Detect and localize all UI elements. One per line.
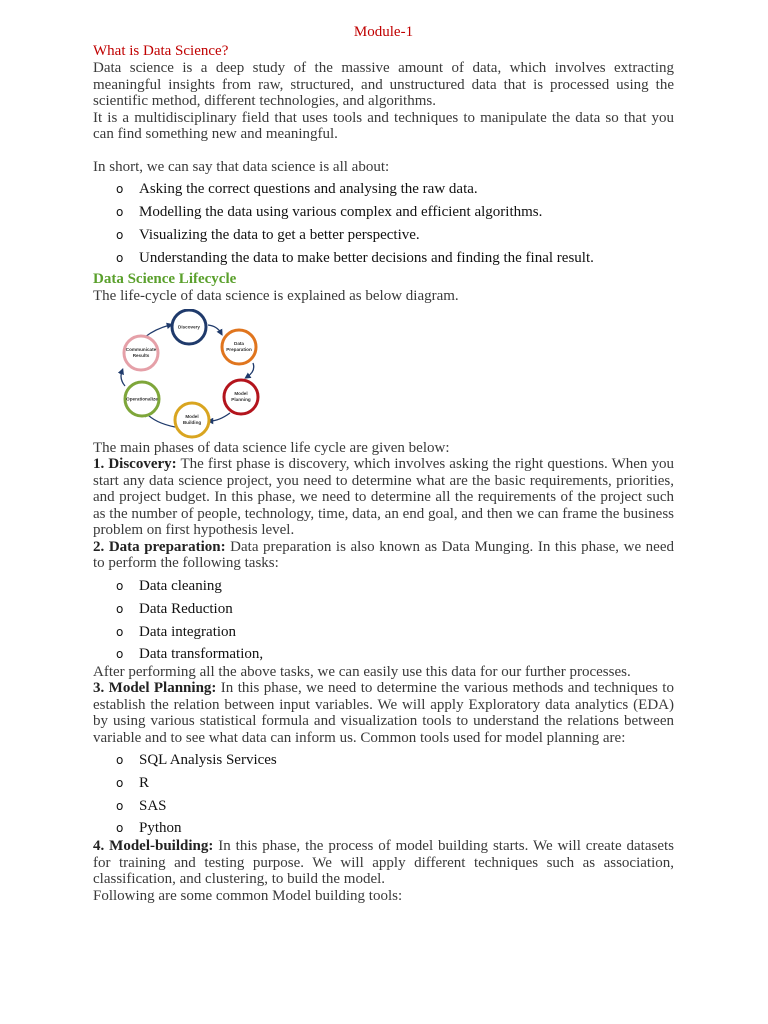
- bullet-icon: o: [116, 228, 124, 242]
- list-item: o Python: [116, 820, 182, 836]
- bullet-icon: o: [116, 624, 124, 639]
- svg-text:Model: Model: [234, 390, 248, 396]
- planning-tools-list: [93, 749, 674, 838]
- svg-text:Results: Results: [132, 352, 150, 358]
- phase-3-paragraph: 3. Model Planning: In this phase, we need to determine the various methods and techniques to establish the relation between input variables. We will apply Exploratory data analytics (EDA) by using various statistical formula and visualization tools to understand the relations between variable and to see what data can inform us. Common tools used for model planning are:: [93, 680, 674, 746]
- svg-text:Preparation: Preparation: [226, 346, 252, 352]
- intro-paragraph-1: Data science is a deep study of the massive amount of data, which involves extracting meaningful insights from raw, structured, and unstructured data that is processed using the scientific method, different technologies, and algorithms.: [93, 60, 674, 109]
- discovery-label: Discovery: [178, 324, 200, 329]
- building-tools-intro: Following are some common Model building tools:: [93, 887, 403, 904]
- in-short-text: In short, we can say that data science is all about:: [93, 158, 390, 175]
- bullet-icon: o: [116, 182, 124, 196]
- bullet-icon: o: [116, 578, 124, 593]
- svg-text:Operationalize: Operationalize: [126, 396, 158, 401]
- what-is-heading: What is Data Science?: [93, 43, 229, 59]
- bullet-icon: o: [116, 821, 124, 835]
- svg-text:Model: Model: [185, 413, 199, 419]
- intro-paragraph-2: It is a multidisciplinary field that uses tools and techniques to manipulate the data so that you can find something new and meaningful.: [93, 109, 674, 142]
- list-item: o Data transformation,: [116, 645, 264, 662]
- list-item: o Data Reduction: [93, 598, 674, 621]
- list-item: o Modelling the data using various complex and efficient algorithms.: [93, 201, 674, 224]
- svg-text:Building: Building: [182, 419, 202, 425]
- model-building-node: [175, 403, 209, 437]
- list-item: o Understanding the data to make better decisions and finding the final result.: [93, 247, 674, 270]
- document-page: [93, 22, 674, 904]
- phase-2-title: 2. Data preparation:: [93, 538, 226, 555]
- list-item: o R: [93, 772, 674, 795]
- svg-text:Planning: Planning: [231, 396, 251, 402]
- list-item: o Asking the correct questions and analysing the raw data.: [93, 178, 674, 201]
- communicate-results-node: [124, 336, 158, 370]
- discovery-node: [172, 310, 206, 344]
- about-list: [93, 178, 674, 270]
- bullet-icon: o: [116, 776, 124, 790]
- lifecycle-heading: Data Science Lifecycle: [93, 271, 237, 287]
- list-item: o Data cleaning: [93, 575, 674, 598]
- bullet-icon: o: [116, 753, 124, 767]
- bullet-icon: o: [116, 601, 124, 616]
- phase-3-title: 3. Model Planning:: [93, 680, 217, 696]
- bullet-icon: o: [116, 251, 124, 265]
- list-item: o SQL Analysis Services: [93, 749, 674, 772]
- after-prep-text: After performing all the above tasks, we can easily use this data for our further processes.: [93, 663, 631, 680]
- phase-2-paragraph: 2. Data preparation: Data preparation is also known as Data Munging. In this phase, we need to perform the following tasks:: [93, 538, 674, 571]
- phases-intro: The main phases of data science life cycle are given below:: [93, 439, 450, 456]
- phase-1-paragraph: 1. Discovery: The first phase is discovery, which involves asking the right questions. When you start any data science project, you need to determine what are the basic requirements, priorities, and project budget. In this phase, we need to determine all the requirements of the project such as the number of people, technology, time, data, an end goal, and then we can frame the business problem on first hypothesis level.: [93, 456, 675, 538]
- operationalize-node: [125, 382, 159, 416]
- bullet-icon: o: [116, 205, 124, 219]
- phase-1-title: 1. Discovery:: [93, 456, 177, 472]
- list-item: o Data integration: [93, 621, 674, 644]
- prep-tasks-list: [93, 575, 674, 664]
- list-item: o SAS: [93, 795, 674, 818]
- model-planning-node: [224, 380, 258, 414]
- bullet-icon: o: [116, 646, 124, 661]
- bullet-icon: o: [116, 799, 124, 813]
- svg-text:Data: Data: [234, 340, 244, 346]
- svg-text:Communicate: Communicate: [125, 346, 157, 352]
- list-item: o Visualizing the data to get a better perspective.: [93, 224, 674, 247]
- lifecycle-diagram: [105, 309, 265, 439]
- phase-4-title: 4. Model-building:: [93, 838, 214, 854]
- lifecycle-intro: The life-cycle of data science is explained as below diagram.: [93, 288, 459, 304]
- data-preparation-node: [222, 330, 256, 364]
- module-title: Module-1: [353, 24, 414, 40]
- phase-4-paragraph: 4. Model-building: In this phase, the process of model building starts. We will create datasets for training and testing purpose. We will apply different techniques such as association, classification, and clustering, to build the model.: [93, 838, 674, 887]
